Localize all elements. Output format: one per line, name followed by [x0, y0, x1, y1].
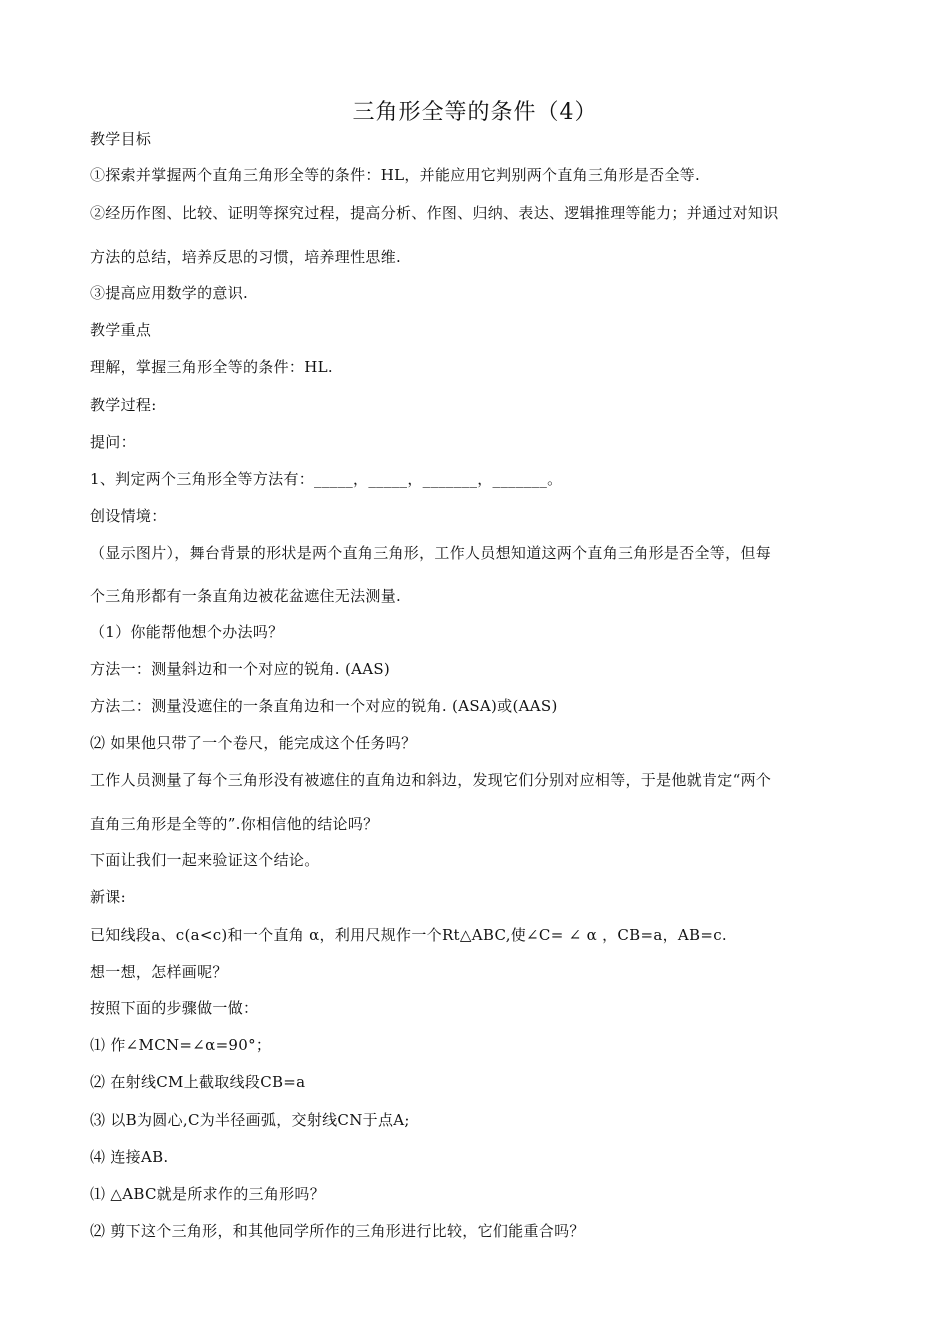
goal-2-continued: 方法的总结，培养反思的习惯，培养理性思维. — [90, 248, 402, 266]
worker-measurement: 工作人员测量了每个三角形没有被遮住的直角边和斜边，发现它们分别对应相等，于是他就肯定“两个 — [90, 771, 772, 789]
think-prompt: 想一想，怎样画呢？ — [90, 963, 228, 981]
method-1: 方法一：测量斜边和一个对应的锐角. (AAS) — [90, 660, 391, 678]
heading-new-lesson: 新课: — [90, 888, 126, 906]
followup-question-2: ⑵ 剪下这个三角形，和其他同学所作的三角形进行比较，它们能重合吗？ — [90, 1222, 585, 1240]
key-point-text: 理解，掌握三角形全等的条件：HL. — [90, 358, 333, 376]
heading-scenario: 创设情境： — [90, 507, 167, 525]
steps-intro: 按照下面的步骤做一做： — [90, 999, 259, 1017]
worker-measurement-continued: 直角三角形是全等的”.你相信他的结论吗？ — [90, 815, 379, 833]
document-title: 三角形全等的条件（4） — [352, 100, 598, 125]
scenario-text-continued: 个三角形都有一条直角边被花盆遮住无法测量. — [90, 587, 402, 605]
heading-question: 提问： — [90, 433, 136, 451]
heading-key-points: 教学重点 — [90, 321, 152, 339]
question-1: 1、判定两个三角形全等方法有：_____，_____，_______，_______。 — [90, 470, 563, 488]
followup-question-1: ⑴ △ABC就是所求作的三角形吗？ — [90, 1185, 326, 1203]
step-1: ⑴ 作∠MCN=∠α=90°； — [90, 1036, 272, 1054]
heading-teaching-goals: 教学目标 — [90, 130, 152, 148]
step-4: ⑷ 连接AB. — [90, 1148, 169, 1166]
construction-task: 已知线段a、c(a<c)和一个直角 α，利用尺规作一个Rt△ABC,使∠C= ∠ α ，CB=a，AB=c. — [90, 926, 727, 944]
goal-3: ③提高应用数学的意识. — [90, 284, 249, 302]
goal-1: ①探索并掌握两个直角三角形全等的条件：HL，并能应用它判别两个直角三角形是否全等. — [90, 166, 701, 184]
scenario-text: （显示图片），舞台背景的形状是两个直角三角形，工作人员想知道这两个直角三角形是否全等，但每 — [90, 544, 772, 562]
verify-intro: 下面让我们一起来验证这个结论。 — [90, 851, 320, 869]
method-2: 方法二：测量没遮住的一条直角边和一个对应的锐角. (ASA)或(AAS) — [90, 697, 558, 715]
goal-2: ②经历作图、比较、证明等探究过程，提高分析、作图、归纳、表达、逻辑推理等能力；并通过对知识 — [90, 204, 779, 222]
heading-teaching-process: 教学过程: — [90, 396, 157, 414]
scenario-question-1: （1）你能帮他想个办法吗？ — [90, 623, 284, 641]
scenario-question-2: ⑵ 如果他只带了一个卷尺，能完成这个任务吗？ — [90, 734, 417, 752]
step-2: ⑵ 在射线CM上截取线段CB=a — [90, 1073, 306, 1091]
step-3: ⑶ 以B为圆心,C为半径画弧，交射线CN于点A; — [90, 1111, 410, 1129]
